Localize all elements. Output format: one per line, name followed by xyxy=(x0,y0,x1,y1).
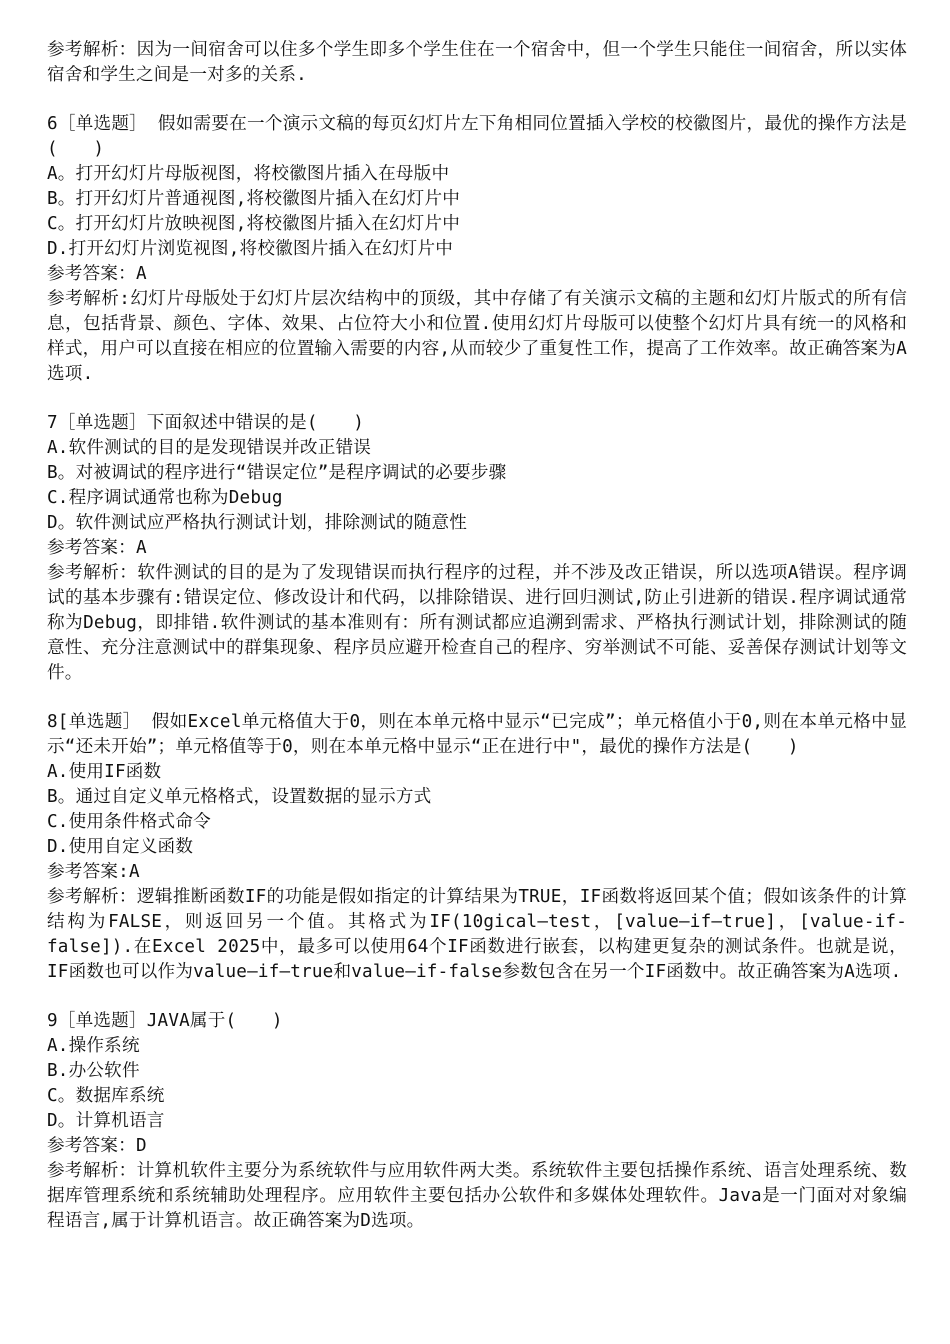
option-a: A.软件测试的目的是发现错误并改正错误 xyxy=(47,438,372,458)
question-header: 6［单选题］ 假如需要在一个演示文稿的每页幻灯片左下角相同位置插入学校的校徽图片，最优的操作方法是( ) xyxy=(47,114,907,159)
option-c: C。打开幻灯片放映视图,将校徽图片插入在幻灯片中 xyxy=(47,214,461,234)
option-a: A.操作系统 xyxy=(47,1036,140,1056)
question-9 xyxy=(47,1009,907,1234)
option-b: B.办公软件 xyxy=(47,1061,140,1081)
option-b: B。对被调试的程序进行“错误定位”是程序调试的必要步骤 xyxy=(47,463,507,483)
option-c: C。数据库系统 xyxy=(47,1086,165,1106)
question-6 xyxy=(47,112,907,387)
option-d: D.使用自定义函数 xyxy=(47,837,194,857)
question-header: 8[单选题］ 假如Excel单元格值大于0，则在本单元格中显示“已完成”；单元格值小于0,则在本单元格中显示“还未开始”；单元格值等于0，则在本单元格中显示“正在进行中"，最优的操作方法是( ) xyxy=(47,712,907,757)
intro-section xyxy=(47,38,907,88)
option-d: D.打开幻灯片浏览视图,将校徽图片插入在幻灯片中 xyxy=(47,239,454,259)
intro-analysis: 参考解析：因为一间宿舍可以住多个学生即多个学生住在一个宿舍中，但一个学生只能住一间宿舍，所以实体宿舍和学生之间是一对多的关系. xyxy=(47,40,907,85)
question-8 xyxy=(47,710,907,985)
question-header: 7［单选题］下面叙述中错误的是( ) xyxy=(47,413,365,433)
analysis-text: 参考解析：逻辑推断函数IF的功能是假如指定的计算结果为TRUE，IF函数将返回某个值；假如该条件的计算结构为FALSE，则返回另一个值。其格式为IF(10gical—test，[value—if—true]，[value-if-false]).在Excel 2025中，最多可以使用64个IF函数进行嵌套，以构建更复杂的测试条件。也就是说，IF函数也可以作为value—if—true和value—if-false参数包含在另一个IF函数中。故正确答案为A选项. xyxy=(47,887,907,982)
analysis-text: 参考解析：软件测试的目的是为了发现错误而执行程序的过程，并不涉及改正错误，所以选项A错误。程序调试的基本步骤有:错误定位、修改设计和代码，以排除错误、进行回归测试,防止引进新的错误.程序调试通常称为Debug，即排错.软件测试的基本准则有：所有测试都应追溯到需求、严格执行测试计划，排除测试的随意性、充分注意测试中的群集现象、程序员应避开检查自己的程序、穷举测试不可能、妥善保存测试计划等文件。 xyxy=(47,563,907,683)
analysis-text: 参考解析:幻灯片母版处于幻灯片层次结构中的顶级，其中存储了有关演示文稿的主题和幻灯片版式的所有信息，包括背景、颜色、字体、效果、占位符大小和位置.使用幻灯片母版可以使整个幻灯片具有统一的风格和样式，用户可以直接在相应的位置输入需要的内容,从而较少了重复性工作，提高了工作效率。故正确答案为A选项. xyxy=(47,289,907,384)
question-7 xyxy=(47,411,907,686)
option-c: C.程序调试通常也称为Debug xyxy=(47,488,283,508)
option-b: B。通过自定义单元格格式，设置数据的显示方式 xyxy=(47,787,432,807)
option-d: D。计算机语言 xyxy=(47,1111,165,1131)
question-header: 9［单选题］JAVA属于( ) xyxy=(47,1011,283,1031)
answer-line: 参考答案:A xyxy=(47,862,140,882)
option-c: C.使用条件格式命令 xyxy=(47,812,211,832)
option-a: A。打开幻灯片母版视图，将校徽图片插入在母版中 xyxy=(47,164,450,184)
document-page xyxy=(47,38,907,1234)
option-a: A.使用IF函数 xyxy=(47,762,162,782)
option-d: D。软件测试应严格执行测试计划，排除测试的随意性 xyxy=(47,513,468,533)
answer-line: 参考答案：A xyxy=(47,264,147,284)
answer-line: 参考答案：A xyxy=(47,538,147,558)
option-b: B。打开幻灯片普通视图,将校徽图片插入在幻灯片中 xyxy=(47,189,461,209)
answer-line: 参考答案：D xyxy=(47,1136,147,1156)
analysis-text: 参考解析：计算机软件主要分为系统软件与应用软件两大类。系统软件主要包括操作系统、语言处理系统、数据库管理系统和系统辅助处理程序。应用软件主要包括办公软件和多媒体处理软件。Java是一门面对对象编程语言,属于计算机语言。故正确答案为D选项。 xyxy=(47,1161,907,1231)
